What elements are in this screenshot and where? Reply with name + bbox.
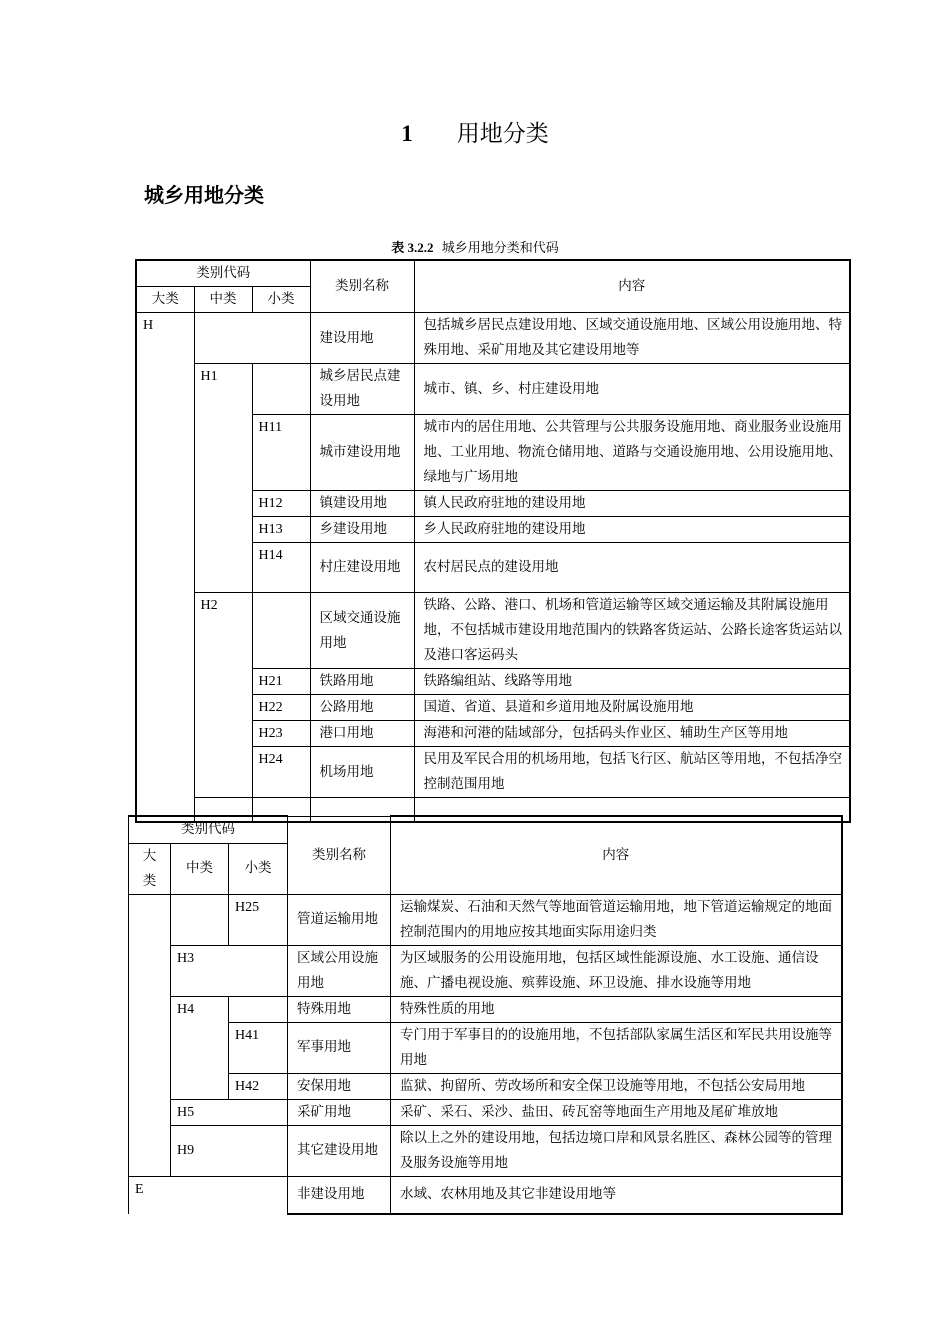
- content-H22: 国道、省道、县道和乡道用地及附属设施用地: [414, 695, 850, 721]
- code-mid-H4: H4: [171, 996, 229, 1099]
- code-minor-H25: H25: [229, 894, 288, 945]
- name-H21: 铁路用地: [310, 669, 414, 695]
- code-minor-H21: H21: [252, 669, 310, 695]
- name-H5: 采矿用地: [288, 1099, 391, 1125]
- chapter-title: [0, 118, 950, 150]
- chapter-number: 1: [401, 121, 413, 146]
- code-mid-H3: H3: [171, 945, 288, 996]
- name-H4: 特殊用地: [288, 996, 391, 1022]
- content-H13: 乡人民政府驻地的建设用地: [414, 517, 850, 543]
- table-row: [129, 1125, 842, 1176]
- table-row: [129, 1073, 842, 1099]
- code-mid-H9: H9: [171, 1125, 288, 1176]
- name-H: 建设用地: [310, 313, 414, 364]
- content-H11: 城市内的居住用地、公共管理与公共服务设施用地、商业服务业设施用地、工业用地、物流仓储用地、道路与交通设施用地、公用设施用地、绿地与广场用地: [414, 415, 850, 491]
- name-H2: 区域交通设施用地: [310, 593, 414, 669]
- code-mid-H2: H2: [194, 593, 252, 798]
- content-E: 水域、农林用地及其它非建设用地等: [391, 1176, 842, 1214]
- code-major-E: E: [129, 1176, 288, 1214]
- content-H42: 监狱、拘留所、劳改场所和安全保卫设施等用地，不包括公安局用地: [391, 1073, 842, 1099]
- code-minor-H13: H13: [252, 517, 310, 543]
- code-minor-H12: H12: [252, 491, 310, 517]
- content-H5: 采矿、采石、采沙、盐田、砖瓦窑等地面生产用地及尾矿堆放地: [391, 1099, 842, 1125]
- name-H23: 港口用地: [310, 721, 414, 747]
- name-H3: 区域公用设施用地: [288, 945, 391, 996]
- header-code-group: 类别代码: [129, 816, 288, 843]
- table-header-row: [136, 260, 850, 287]
- header-minor: 小类: [229, 843, 288, 894]
- chapter-title-text: 用地分类: [456, 121, 549, 147]
- content-H23: 海港和河港的陆域部分，包括码头作业区、辅助生产区等用地: [414, 721, 850, 747]
- name-H12: 镇建设用地: [310, 491, 414, 517]
- code-major-H: H: [136, 313, 194, 822]
- table-row: [129, 1176, 842, 1214]
- name-H41: 军事用地: [288, 1022, 391, 1073]
- name-E: 非建设用地: [288, 1176, 391, 1214]
- code-major-H-continued: [129, 894, 171, 1176]
- header-mid: 中类: [171, 843, 229, 894]
- land-classification-table-part-2: [128, 815, 843, 1215]
- table-row: [136, 593, 850, 669]
- header-name: 类别名称: [288, 816, 391, 894]
- table-row: [136, 313, 850, 364]
- table-row: [129, 1022, 842, 1073]
- content-H: 包括城乡居民点建设用地、区域交通设施用地、区域公用设施用地、特殊用地、采矿用地及其它建设用地等: [414, 313, 850, 364]
- name-H1: 城乡居民点建设用地: [310, 364, 414, 415]
- header-content: 内容: [414, 260, 850, 313]
- table-row: [129, 1099, 842, 1125]
- name-H22: 公路用地: [310, 695, 414, 721]
- content-H2: 铁路、公路、港口、机场和管道运输等区域交通运输及其附属设施用地，不包括城市建设用地范围内的铁路客货运站、公路长途客货运站以及港口客运码头: [414, 593, 850, 669]
- content-H21: 铁路编组站、线路等用地: [414, 669, 850, 695]
- table-row: [129, 894, 842, 945]
- header-major: 大 类: [129, 843, 171, 894]
- code-minor-H41: H41: [229, 1022, 288, 1073]
- name-H14: 村庄建设用地: [310, 543, 414, 593]
- content-H9: 除以上之外的建设用地，包括边境口岸和风景名胜区、森林公园等的管理及服务设施等用地: [391, 1125, 842, 1176]
- content-H4: 特殊性质的用地: [391, 996, 842, 1022]
- section-title: 城乡用地分类: [144, 183, 264, 207]
- header-minor: 小类: [252, 287, 310, 313]
- content-H24: 民用及军民合用的机场用地，包括飞行区、航站区等用地，不包括净空控制范围用地: [414, 747, 850, 798]
- land-classification-table-part-1: [135, 259, 851, 823]
- table-row: [129, 945, 842, 996]
- table-caption-code: 表 3.2.2: [391, 240, 434, 255]
- header-content: 内容: [391, 816, 842, 894]
- name-H24: 机场用地: [310, 747, 414, 798]
- content-H25: 运输煤炭、石油和天然气等地面管道运输用地，地下管道运输规定的地面控制范围内的用地应按其地面实际用途归类: [391, 894, 842, 945]
- content-H1: 城市、镇、乡、村庄建设用地: [414, 364, 850, 415]
- code-minor-H24: H24: [252, 747, 310, 798]
- name-H42: 安保用地: [288, 1073, 391, 1099]
- table-caption-text: 城乡用地分类和代码: [441, 241, 559, 256]
- header-code-group: 类别代码: [136, 260, 310, 287]
- header-name: 类别名称: [310, 260, 414, 313]
- code-minor-H23: H23: [252, 721, 310, 747]
- name-H9: 其它建设用地: [288, 1125, 391, 1176]
- content-H14: 农村居民点的建设用地: [414, 543, 850, 593]
- name-H13: 乡建设用地: [310, 517, 414, 543]
- code-minor-H14: H14: [252, 543, 310, 593]
- header-mid: 中类: [194, 287, 252, 313]
- code-minor-H22: H22: [252, 695, 310, 721]
- code-mid-H1: H1: [194, 364, 252, 593]
- name-H11: 城市建设用地: [310, 415, 414, 491]
- header-major: 大类: [136, 287, 194, 313]
- content-H41: 专门用于军事目的的设施用地，不包括部队家属生活区和军民共用设施等用地: [391, 1022, 842, 1073]
- name-H25: 管道运输用地: [288, 894, 391, 945]
- code-minor-H11: H11: [252, 415, 310, 491]
- content-H12: 镇人民政府驻地的建设用地: [414, 491, 850, 517]
- table-row: [136, 364, 850, 415]
- table-caption: [0, 238, 950, 259]
- content-H3: 为区域服务的公用设施用地，包括区域性能源设施、水工设施、通信设施、广播电视设施、殡葬设施、环卫设施、排水设施等用地: [391, 945, 842, 996]
- table-row: [129, 996, 842, 1022]
- code-mid-H5: H5: [171, 1099, 288, 1125]
- table-header-row: [129, 816, 842, 843]
- code-minor-H42: H42: [229, 1073, 288, 1099]
